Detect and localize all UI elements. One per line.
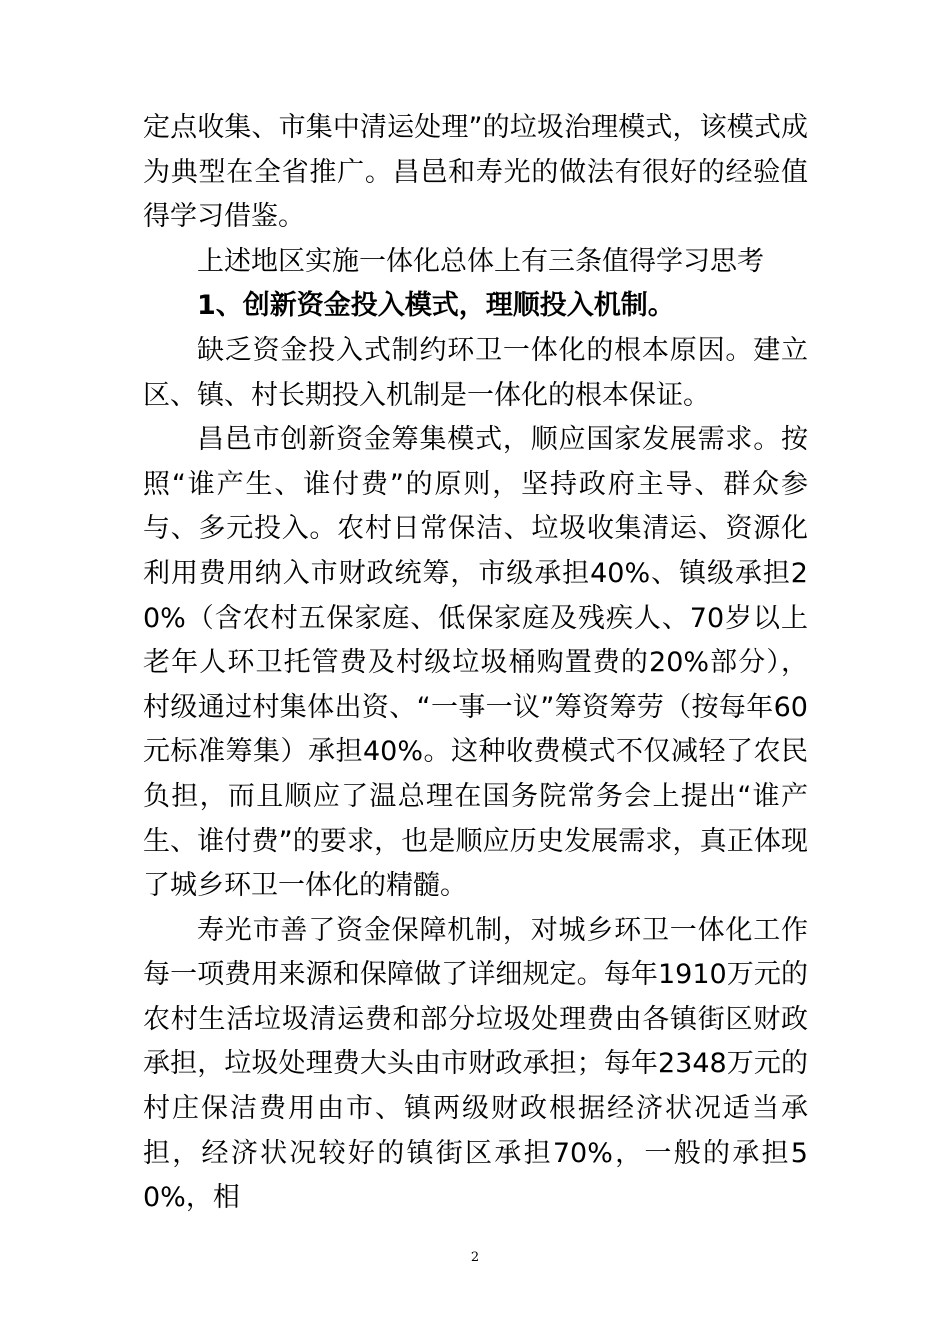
section-heading: 1、创新资金投入模式，理顺投入机制。 [197,290,675,322]
paragraph-funding-reason: 缺乏资金投入式制约环卫一体化的根本原因。建立区、镇、村长期投入机制是一体化的根本保证。 [143,334,808,411]
paragraph-continuation: 定点收集、市集中清运处理”的垃圾治理模式，该模式成为典型在全省推广。昌邑和寿光的做法有很好的经验值得学习借鉴。 [143,112,808,233]
paragraph-shouguang: 寿光市善了资金保障机制，对城乡环卫一体化工作每一项费用来源和保障做了详细规定。每年1910万元的农村生活垃圾清运费和部分垃圾处理费由各镇街区财政承担，垃圾处理费大头由市财政承担；每年2348万元的村庄保洁费用由市、镇两级财政根据经济状况适当承担，经济状况较好的镇街区承担70%，一般的承担50%，相 [143,914,808,1214]
paragraph-changyi: 昌邑市创新资金筹集模式，顺应国家发展需求。按照“谁产生、谁付费”的原则，坚持政府主导、群众参与、多元投入。农村日常保洁、垃圾收集清运、资源化利用费用纳入市财政统筹，市级承担40%、镇级承担20%（含农村五保家庭、低保家庭及残疾人、70岁以上老年人环卫托管费及村级垃圾桶购置费的20%部分），村级通过村集体出资、“一事一议”筹资筹劳（按每年60元标准筹集）承担40%。这种收费模式不仅减轻了农民负担，而且顺应了温总理在国务院常务会上提出“谁产生、谁付费”的要求，也是顺应历史发展需求，真正体现了城乡环卫一体化的精髓。 [143,424,808,902]
document-body [143,106,808,1221]
paragraph-intro: 上述地区实施一体化总体上有三条值得学习思考 [197,245,764,277]
page-number: 2 [470,1250,480,1265]
